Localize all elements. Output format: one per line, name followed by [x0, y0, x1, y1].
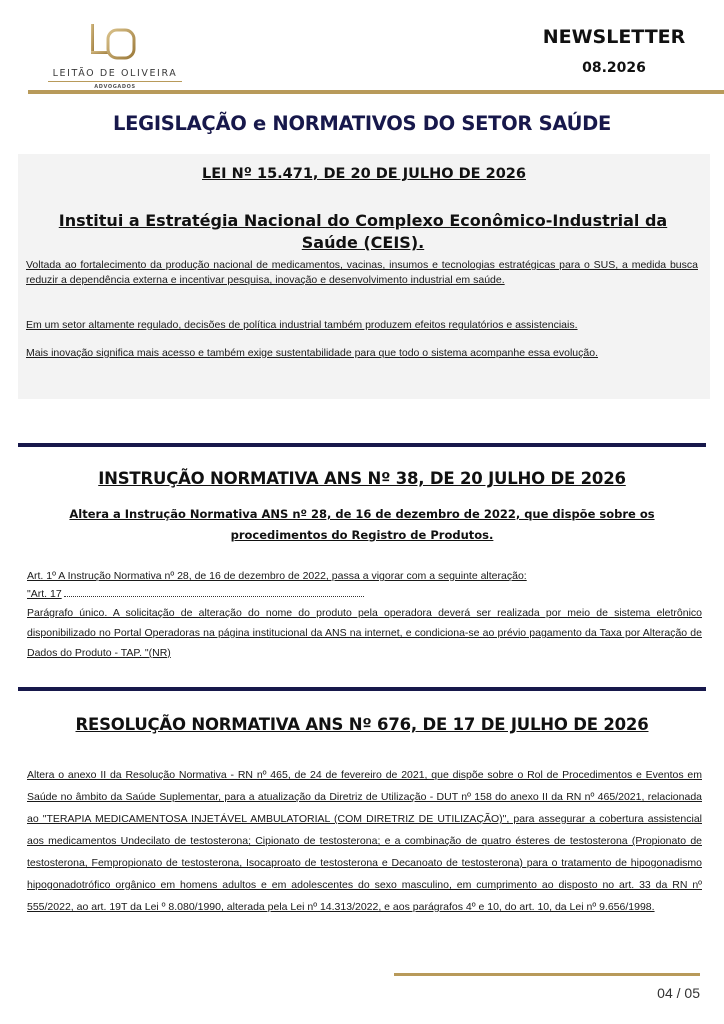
- firm-logo: [40, 22, 190, 92]
- instruction-title: INSTRUÇÃO NORMATIVA ANS Nº 38, DE 20 JULHO DE 2026: [98, 469, 626, 488]
- law-paragraph: Voltada ao fortalecimento da produção nacional de medicamentos, vacinas, insumos e tecnologias estratégicas para o SUS, a medida busca reduzir a dependência externa e incentivar pesquisa, inovação e desenvolvimento industrial em saúde.: [26, 259, 698, 286]
- section-title: LEGISLAÇÃO e NORMATIVOS DO SETOR SAÚDE: [112, 112, 612, 135]
- newsletter-label: NEWSLETTER: [542, 26, 686, 48]
- law-title: LEI Nº 15.471, DE 20 DE JULHO DE 2026: [202, 166, 526, 182]
- logo-subtitle: ADVOGADOS: [94, 84, 136, 90]
- law-heading: Institui a Estratégia Nacional do Complexo Econômico-Industrial da Saúde (CEIS).: [58, 211, 668, 252]
- dotted-leader: [64, 588, 364, 597]
- page-number: 04 / 05: [657, 985, 700, 1001]
- law-paragraph: Em um setor altamente regulado, decisões de política industrial também produzem efeitos regulatórios e assistenciais.: [26, 319, 578, 331]
- section-divider: [18, 687, 706, 691]
- footer-divider: [394, 973, 700, 976]
- header-divider: [28, 90, 724, 94]
- logo-firm-name: LEITÃO DE OLIVEIRA: [52, 68, 178, 79]
- article-paragraph: Parágrafo único. A solicitação de alteração do nome do produto pela operadora deverá ser realizada por meio de sistema eletrônico disponibilizado no Portal Operadoras na página institucional da ANS na internet, e condiciona-se ao prévio pagamento da Taxa por Alteração de Dados do Produto - TAP. "(NR): [27, 607, 702, 659]
- resolution-text: Altera o anexo II da Resolução Normativa - RN nº 465, de 24 de fevereiro de 2021, que dispõe sobre o Rol de Procedimentos e Eventos em Saúde no âmbito da Saúde Suplementar, para a atualização da Diretriz de Utilização - DUT nº 158 do anexo II da RN nº 465/2021, relacionada ao "TERAPIA MEDICAMENTOSA INJETÁVEL AMBULATORIAL (COM DIRETRIZ DE UTILIZAÇÃO)", para assegurar a cobertura assistencial aos medicamentos Undecilato de testosterona; Cipionato de testosterona; e a combinação de quatro ésteres de testosterona (Propionato de testosterona, Fempropionato de testosterona, Isocaproato de testosterona e Decanoato de testosterona) para o tratamento de hipogonadismo hipogonadotrófico orgânico em homens adultos e em adolescentes do sexo masculino, em cumprimento ao disposto no art. 33 da RN nº 555/2022, ao art. 19T da Lei º 8.080/1990, alterada pela Lei nº 14.313/2022, e aos parágrafos 4º e 10, do art. 10, da Lei nº 9.656/1998.: [27, 769, 702, 913]
- article-1: Art. 1º A Instrução Normativa nº 28, de 16 de dezembro de 2022, passa a vigorar com a seguinte alteração:: [27, 570, 527, 582]
- edition-number: 08.2026: [582, 60, 646, 76]
- logo-divider: [48, 81, 182, 82]
- article-17: [27, 585, 702, 603]
- section-divider: [18, 443, 706, 447]
- lo-monogram-icon: [85, 22, 141, 62]
- resolution-title: RESOLUÇÃO NORMATIVA ANS Nº 676, DE 17 DE JULHO DE 2026: [75, 715, 649, 734]
- law-paragraph: Mais inovação significa mais acesso e também exige sustentabilidade para que todo o sistema acompanhe essa evolução.: [26, 347, 598, 359]
- instruction-body: [27, 567, 702, 663]
- instruction-subtitle: Altera a Instrução Normativa ANS nº 28, de 16 de dezembro de 2022, que dispõe sobre os procedimentos do Registro de Produtos.: [69, 507, 655, 542]
- law-card: [18, 154, 710, 399]
- article-17-label: "Art. 17: [27, 588, 62, 600]
